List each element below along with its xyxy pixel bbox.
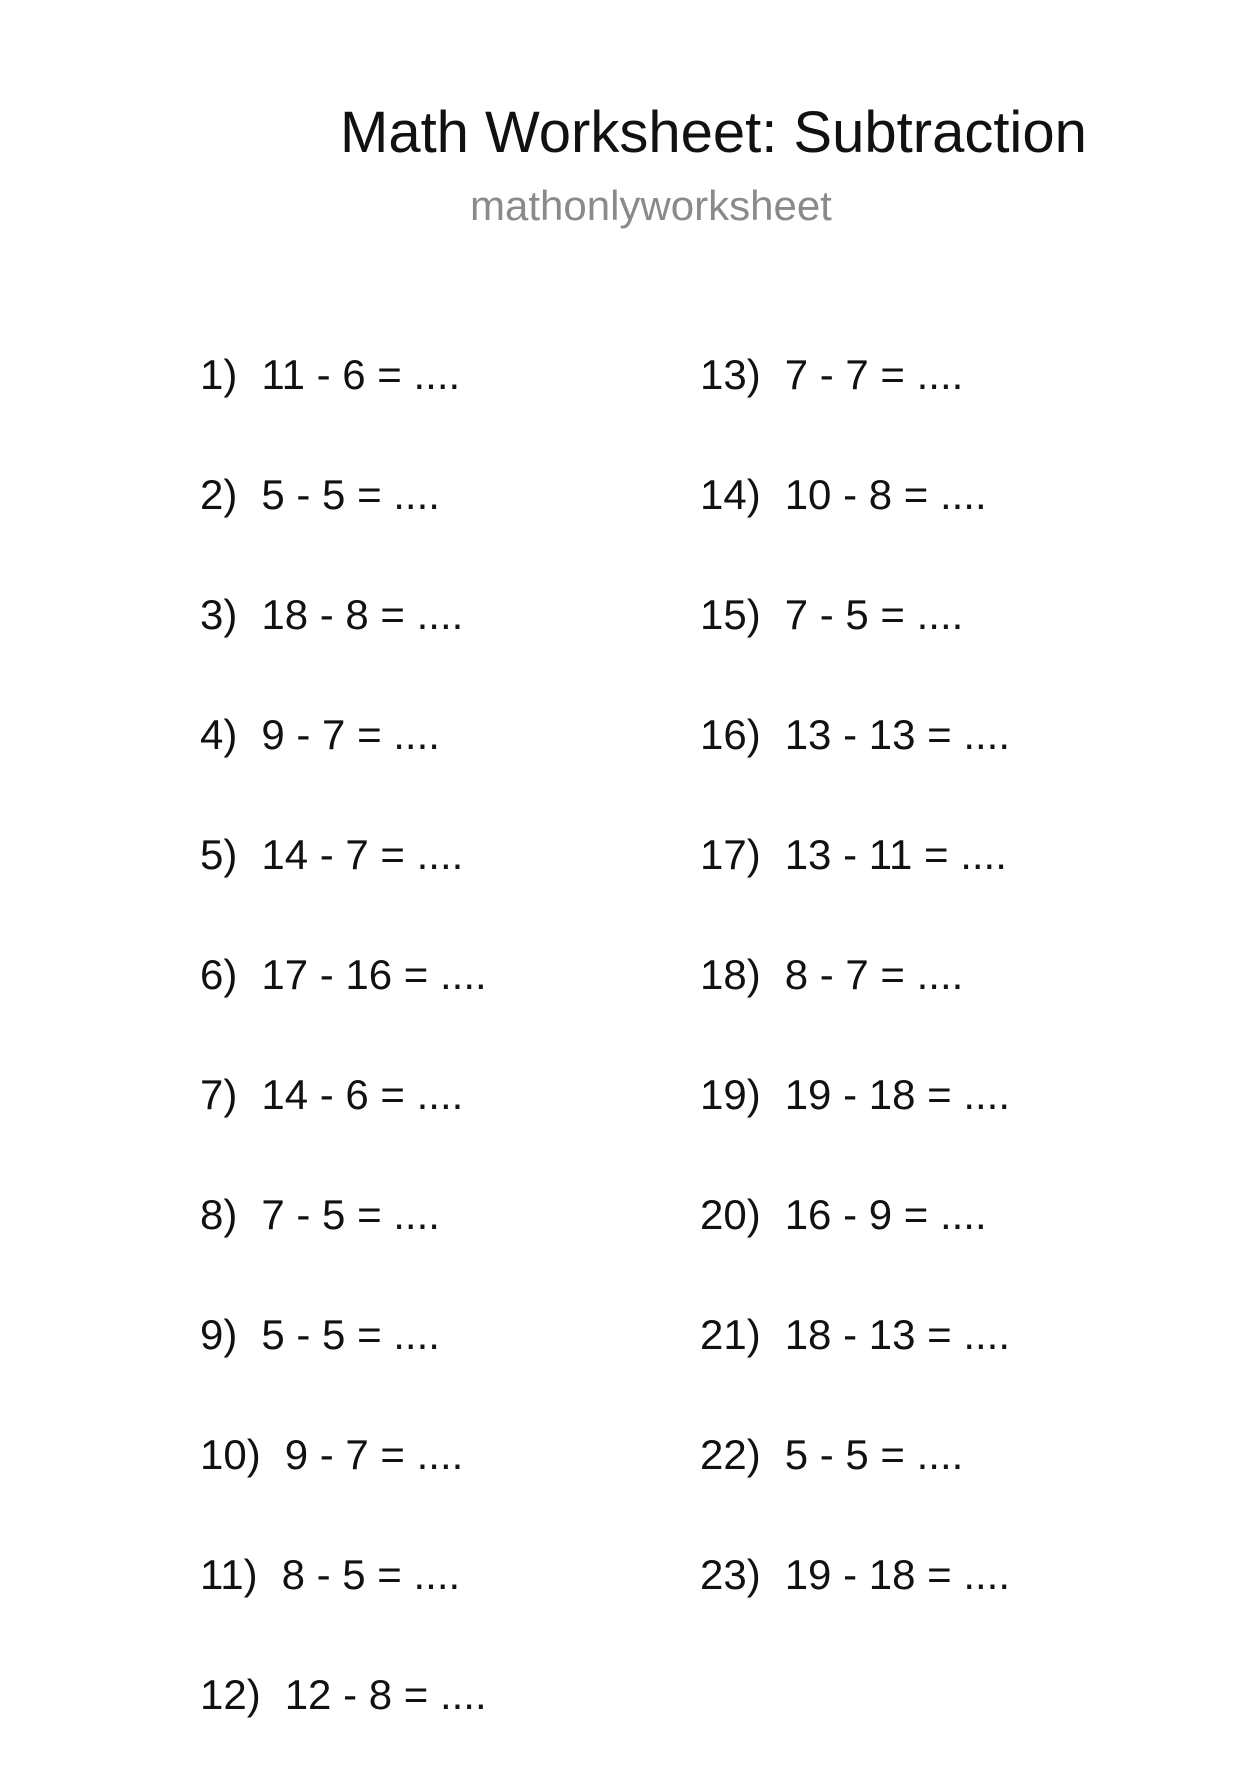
problem-number: 16): [700, 711, 761, 758]
problem-item: [200, 1065, 700, 1185]
problem-expression: 7 - 7 = ....: [784, 351, 964, 398]
problem-expression: 19 - 18 = ....: [784, 1071, 1011, 1118]
problem-number: 6): [200, 951, 238, 998]
page-subtitle: mathonlyworksheet: [470, 182, 832, 229]
problem-number: 7): [200, 1071, 238, 1118]
problem-item: [200, 585, 700, 705]
problem-expression: 14 - 6 = ....: [261, 1071, 464, 1118]
problem-item: [700, 1185, 1200, 1305]
problem-item: [200, 945, 700, 1065]
problem-number: 10): [200, 1431, 261, 1478]
problem-number: 18): [700, 951, 761, 998]
problem-expression: 7 - 5 = ....: [784, 591, 964, 638]
problem-expression: 11 - 6 = ....: [261, 351, 461, 398]
problem-expression: 13 - 11 = ....: [784, 831, 1007, 878]
problem-number: 2): [200, 471, 238, 518]
problem-number: 13): [700, 351, 761, 398]
problem-expression: 12 - 8 = ....: [284, 1671, 487, 1718]
problem-expression: 8 - 5 = ....: [281, 1551, 461, 1598]
problem-item: [700, 825, 1200, 945]
problem-number: 15): [700, 591, 761, 638]
page-title: Math Worksheet: Subtraction: [340, 100, 1087, 165]
problem-expression: 17 - 16 = ....: [261, 951, 487, 998]
right-problem-column: [700, 345, 1200, 1665]
left-problem-column: [200, 345, 700, 1785]
problem-expression: 13 - 13 = ....: [784, 711, 1011, 758]
problem-expression: 10 - 8 = ....: [784, 471, 987, 518]
problem-expression: 16 - 9 = ....: [784, 1191, 987, 1238]
problem-expression: 8 - 7 = ....: [784, 951, 964, 998]
problem-item: [200, 345, 700, 465]
problem-item: [200, 1305, 700, 1425]
problem-number: 21): [700, 1311, 761, 1358]
problem-expression: 14 - 7 = ....: [261, 831, 464, 878]
problem-item: [200, 1185, 700, 1305]
problem-number: 14): [700, 471, 761, 518]
problem-number: 3): [200, 591, 238, 638]
problem-number: 20): [700, 1191, 761, 1238]
problem-expression: 18 - 13 = ....: [784, 1311, 1011, 1358]
problem-item: [700, 345, 1200, 465]
problem-item: [200, 1665, 700, 1785]
problem-number: 23): [700, 1551, 761, 1598]
problem-number: 9): [200, 1311, 238, 1358]
problem-number: 4): [200, 711, 238, 758]
problem-expression: 19 - 18 = ....: [784, 1551, 1011, 1598]
problem-item: [700, 705, 1200, 825]
problem-number: 22): [700, 1431, 761, 1478]
problem-expression: 7 - 5 = ....: [261, 1191, 440, 1238]
problem-expression: 5 - 5 = ....: [261, 471, 440, 518]
problem-expression: 9 - 7 = ....: [261, 711, 440, 758]
problem-item: [200, 465, 700, 585]
problem-item: [700, 585, 1200, 705]
problem-number: 5): [200, 831, 238, 878]
problem-expression: 18 - 8 = ....: [261, 591, 464, 638]
problem-item: [200, 825, 700, 945]
problem-number: 8): [200, 1191, 238, 1238]
problem-expression: 5 - 5 = ....: [261, 1311, 440, 1358]
problem-number: 11): [200, 1551, 258, 1598]
problem-number: 17): [700, 831, 761, 878]
problem-item: [700, 1425, 1200, 1545]
problem-expression: 5 - 5 = ....: [784, 1431, 964, 1478]
problem-item: [700, 1065, 1200, 1185]
problem-expression: 9 - 7 = ....: [284, 1431, 464, 1478]
problem-item: [200, 705, 700, 825]
problem-number: 19): [700, 1071, 761, 1118]
problem-item: [700, 945, 1200, 1065]
problem-item: [700, 1545, 1200, 1665]
problem-item: [200, 1425, 700, 1545]
problem-number: 12): [200, 1671, 261, 1718]
problem-number: 1): [200, 351, 238, 398]
problem-item: [700, 465, 1200, 585]
problem-item: [700, 1305, 1200, 1425]
problem-item: [200, 1545, 700, 1665]
